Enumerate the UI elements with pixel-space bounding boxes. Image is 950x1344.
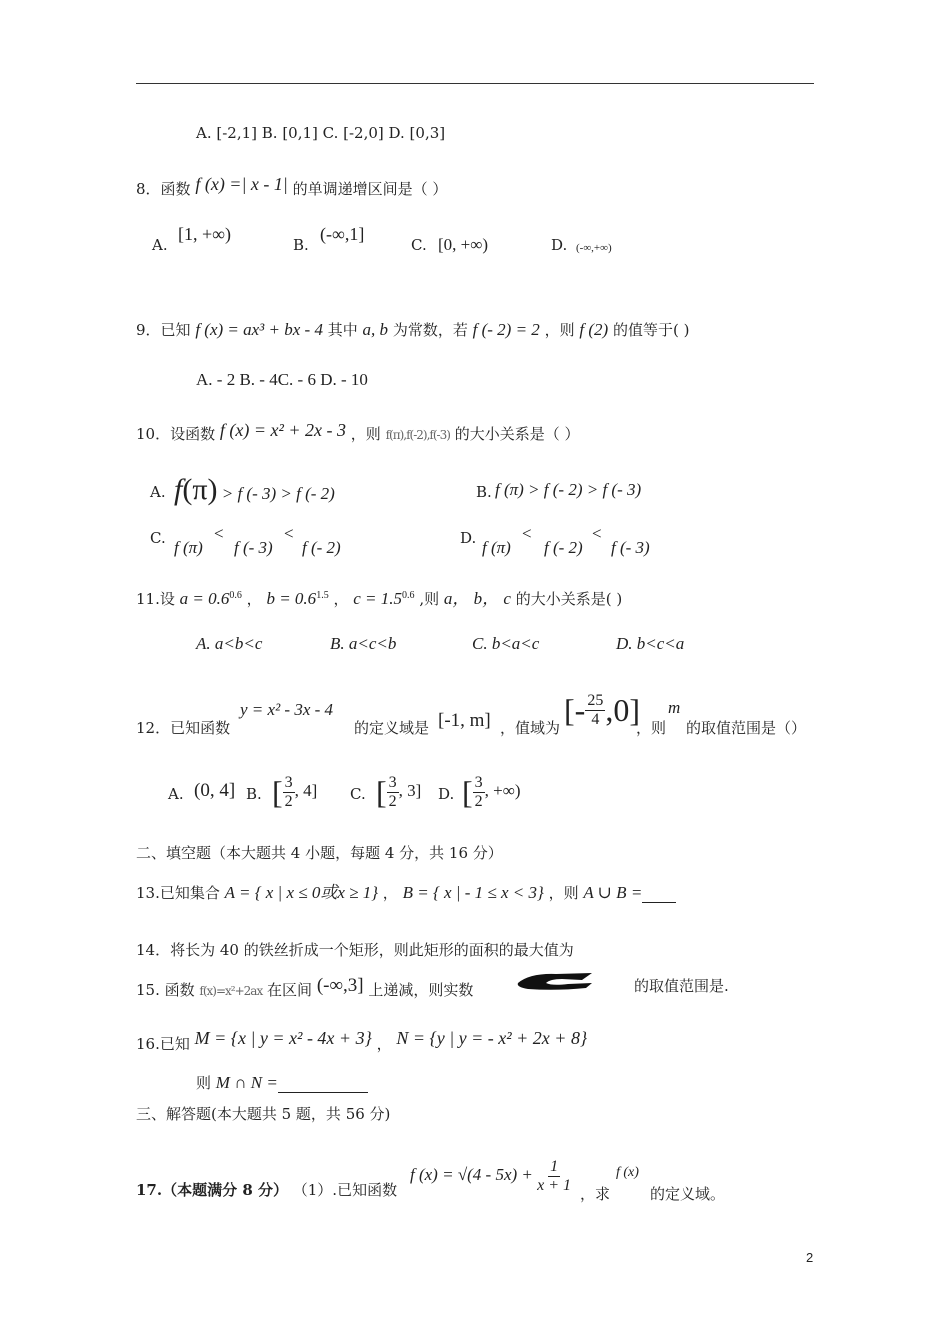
q11-b-exp: 1.5: [316, 590, 329, 601]
q12-option-a: (0, 4]: [194, 780, 236, 801]
q17-frac: [537, 1158, 571, 1195]
q17-frac-num: 1: [550, 1157, 559, 1175]
q17-frac-den: x + 1: [537, 1176, 572, 1194]
q17-stem-suffix: 的定义域。: [650, 1185, 726, 1203]
q9-condition: f (- 2) = 2: [472, 320, 540, 339]
q13-set-b: B = { x | - 1 ≤ x < 3}: [402, 883, 544, 902]
question-8: [136, 174, 447, 199]
question-10: [136, 420, 579, 445]
q15-stem-prefix: 15. 函数: [136, 981, 195, 999]
q12-range-den: 4: [591, 710, 600, 728]
q10-c-term2: f (- 3): [234, 538, 273, 557]
q13-answer-blank[interactable]: [642, 886, 676, 903]
q10-option-b: f (π) > f (- 2) > f (- 3): [495, 480, 642, 499]
q7-options: A. [-2,1] B. [0,1] C. [-2,0] D. [0,3]: [196, 124, 446, 142]
q12-stem-prefix: 12．已知函数: [136, 719, 231, 737]
page-number: 2: [806, 1250, 814, 1265]
q12-c-right: , 3]: [398, 781, 422, 800]
q12-d-bracket: [: [462, 774, 473, 811]
q10-stem-prefix: 10．设函数: [136, 425, 216, 443]
q10-d-lt1: <: [522, 524, 532, 543]
q15-mid2: 上递减，则实数: [368, 981, 474, 999]
q12-domain: [-1, m]: [438, 710, 491, 731]
q12-range-left: [-: [564, 692, 586, 729]
q10-option-a-label: A.: [150, 483, 166, 501]
section-3-title: 三、解答题(本大题共 5 题，共 56 分): [136, 1105, 391, 1123]
question-16: [136, 1028, 587, 1054]
q13-mid: ，则: [548, 884, 579, 902]
q11-c-exp: 0.6: [402, 590, 415, 601]
q10-option-a: [174, 472, 335, 512]
q10-c-term1: f (π): [174, 538, 203, 557]
q12-range-frac: [585, 692, 605, 729]
q12-range: [564, 683, 640, 736]
q12-option-d-label: D.: [438, 785, 455, 803]
q15-interval: (-∞,3]: [316, 975, 364, 996]
q8-formula: f (x) =| x - 1|: [195, 174, 288, 194]
q10-stem-suffix: 的大小关系是（ ）: [454, 425, 580, 443]
q12-c-bracket: [: [376, 774, 387, 811]
q13-sep: ，: [382, 884, 398, 902]
q16-stem-prefix: 16.已知: [136, 1035, 190, 1053]
q16-expr: M ∩ N =: [215, 1073, 278, 1092]
q12-b-right: , 4]: [294, 781, 318, 800]
q11-b: b = 0.6: [266, 589, 317, 608]
question-13: [136, 883, 676, 903]
q12-b-num: 3: [284, 773, 293, 791]
q16-then: 则: [196, 1074, 212, 1092]
header-rule: [136, 83, 814, 84]
q16-answer-line: [196, 1073, 368, 1093]
q12-formula: y = x² - 3x - 4: [240, 700, 334, 719]
q12-b-frac: [283, 774, 295, 811]
q12-mid: 的定义域是: [354, 719, 430, 737]
q9-mid: 其中: [327, 321, 358, 339]
q13-set-a: A = { x | x ≤ 0或x ≥ 1}: [224, 883, 379, 902]
q17-label-line: [136, 1180, 397, 1200]
q11-vars: a， b， c: [443, 589, 511, 608]
q12-option-b: [272, 765, 317, 818]
q15-stem-suffix: 的取值范围是.: [634, 977, 729, 995]
q12-option-c: [376, 765, 421, 818]
q17-mid: ，求: [580, 1185, 611, 1203]
q10-c-term3: f (- 2): [302, 538, 341, 557]
q11-stem-suffix: 的大小关系是( ): [515, 590, 623, 608]
q16-sep: ，: [376, 1035, 392, 1053]
q12-d-right: , +∞): [484, 781, 521, 800]
q17-formula-main: f (x) = √(4 - 5x) +: [410, 1165, 533, 1184]
q12-c-frac: [387, 774, 399, 811]
q11-option-d: D. b<c<a: [616, 634, 685, 653]
q10-garbled-expr: f(π),f(-2),f(-3): [385, 428, 450, 442]
q8-option-b-label: B.: [293, 236, 309, 254]
q10-d-lt2: <: [592, 524, 602, 543]
q12-option-d: [462, 765, 521, 818]
q10-d-term3: f (- 3): [611, 538, 650, 557]
q9-vars: a, b: [362, 320, 389, 339]
q12-option-b-label: B.: [246, 785, 262, 803]
section-2-title: 二、填空题（本大题共 4 小题，每题 4 分，共 16 分）: [136, 844, 503, 862]
q12-d-num: 3: [474, 773, 483, 791]
q10-option-c-label: C.: [150, 529, 166, 547]
q10-d-term1: f (π): [482, 538, 511, 557]
q12-d-frac: [473, 774, 485, 811]
question-15: [136, 976, 473, 1001]
question-14: 14．将长为 40 的铁丝折成一个矩形，则此矩形的面积的最大值为: [136, 941, 574, 959]
q12-c-den: 2: [388, 792, 397, 810]
q9-formula: f (x) = ax³ + bx - 4: [195, 320, 323, 339]
q15-garbled-expr: f(x)=x²+2ax: [199, 984, 263, 998]
q12-range-right: ,0]: [605, 692, 640, 729]
q16-set-n: N = {y | y = - x² + 2x + 8}: [396, 1028, 588, 1048]
q9-mid3: ，则: [544, 321, 575, 339]
q16-answer-blank[interactable]: [278, 1076, 368, 1093]
q10-a-rest: > f (- 3) > f (- 2): [217, 484, 335, 503]
q11-option-a: A. a<b<c: [196, 634, 263, 653]
q13-stem-prefix: 13.已知集合: [136, 884, 220, 902]
q10-a-f: f: [174, 473, 183, 506]
q11-mid: ,则: [419, 590, 440, 608]
q12-d-den: 2: [474, 792, 483, 810]
q8-stem-prefix: 8．函数: [136, 180, 191, 198]
q12-option-c-label: C.: [350, 785, 366, 803]
q10-a-pi: (π): [182, 473, 218, 506]
q12-mid3: ，则: [636, 719, 667, 737]
q10-option-d-label: D.: [460, 529, 477, 547]
q8-option-d: (-∞,+∞): [576, 242, 612, 254]
q12-c-num: 3: [388, 773, 397, 791]
q11-c: c = 1.5: [353, 589, 403, 608]
q15-garbled-variable-image: [516, 971, 594, 991]
q15-mid: 在区间: [267, 981, 313, 999]
q17-formula: [410, 1145, 571, 1205]
q11-stem-prefix: 11.设: [136, 590, 175, 608]
q11-sep2: ，: [333, 590, 349, 608]
q12-option-a-label: A.: [168, 785, 184, 803]
q10-c-lt1: <: [214, 524, 224, 543]
q12-range-num: 25: [587, 691, 604, 709]
q9-stem-prefix: 9．已知: [136, 321, 191, 339]
q8-option-d-label: D.: [551, 236, 568, 254]
q12-b-den: 2: [284, 792, 293, 810]
q10-d-term2: f (- 2): [544, 538, 583, 557]
q8-stem-suffix: 的单调递增区间是（ ）: [292, 180, 448, 198]
q8-option-a: [1, +∞): [178, 224, 231, 244]
q9-mid2: 为常数，若: [392, 321, 468, 339]
q11-option-c: C. b<a<c: [472, 634, 540, 653]
q11-a-exp: 0.6: [229, 590, 242, 601]
q12-stem-suffix: 的取值范围是（）: [686, 719, 807, 737]
q11-a: a = 0.6: [179, 589, 230, 608]
q8-option-c: [0, +∞): [438, 235, 489, 254]
q10-formula: f (x) = x² + 2x - 3: [219, 420, 347, 440]
q17-label: 17.（本题满分 8 分）: [136, 1181, 288, 1199]
q9-options: A. - 2 B. - 4C. - 6 D. - 10: [196, 370, 368, 389]
q9-stem-suffix: 的值等于( ): [612, 321, 690, 339]
q9-target: f (2): [579, 320, 609, 339]
q8-option-a-label: A.: [152, 236, 168, 254]
q12-mid2: ，值域为: [500, 719, 561, 737]
q16-set-m: M = {x | y = x² - 4x + 3}: [194, 1028, 372, 1048]
q12-var: m: [668, 698, 681, 717]
q17-part: （1）.已知函数: [292, 1181, 398, 1199]
q11-option-b: B. a<c<b: [330, 634, 397, 653]
q8-option-b: (-∞,1]: [320, 224, 365, 244]
q10-option-b-label: B.: [476, 483, 492, 501]
q10-c-lt2: <: [284, 524, 294, 543]
q13-expr: A ∪ B =: [583, 883, 643, 902]
q8-option-c-label: C.: [411, 236, 427, 254]
q10-mid: ，则: [350, 425, 381, 443]
q12-b-bracket: [: [272, 774, 283, 811]
q17-target: f (x): [616, 1165, 639, 1180]
question-11: [136, 586, 622, 609]
question-9: [136, 320, 689, 340]
q11-sep1: ，: [246, 590, 262, 608]
